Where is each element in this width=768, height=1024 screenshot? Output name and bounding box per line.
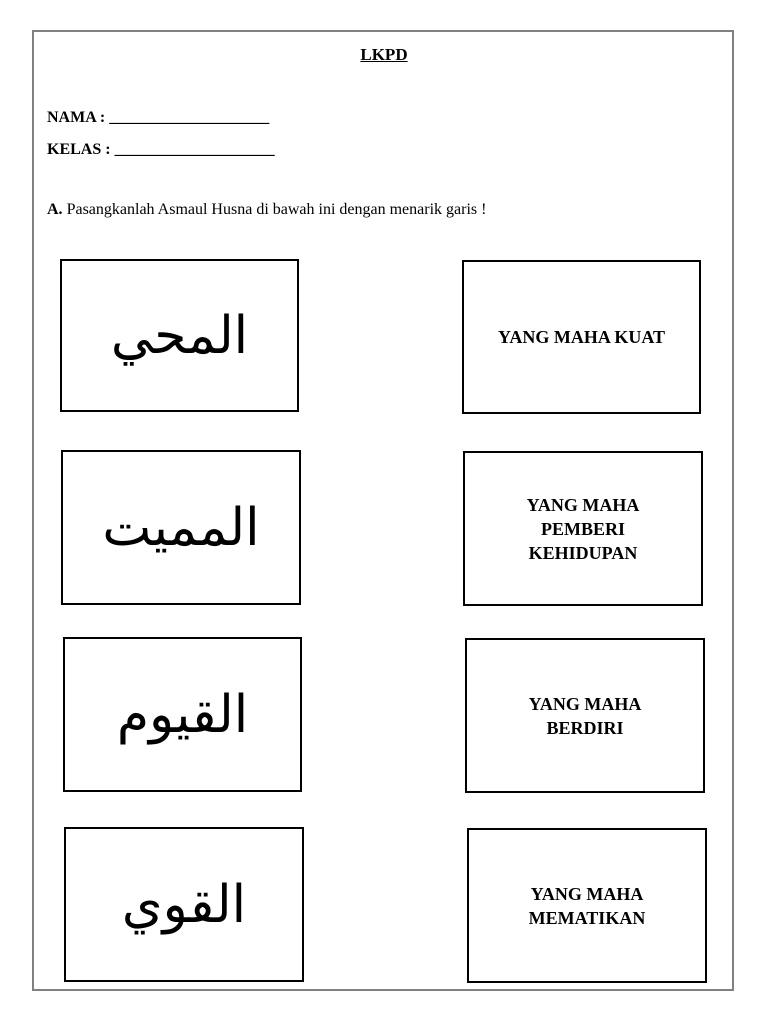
- meaning-card-2: [463, 451, 703, 606]
- meaning-text: YANG MAHA MEMATIKAN: [528, 883, 646, 928]
- arabic-text: القوي: [121, 874, 247, 935]
- arabic-card-1: [60, 259, 299, 412]
- meaning-text: YANG MAHA PEMBERI KEHIDUPAN: [526, 494, 640, 563]
- arabic-card-4: [64, 827, 304, 982]
- arabic-text: القيوم: [116, 684, 249, 745]
- meaning-text: YANG MAHA KUAT: [497, 327, 665, 347]
- name-field: [47, 109, 269, 127]
- arabic-text: المميت: [102, 497, 260, 558]
- meaning-text: YANG MAHA BERDIRI: [528, 693, 642, 738]
- class-field: [47, 141, 275, 159]
- class-blank: ____________________: [114, 141, 275, 158]
- instruction: [47, 201, 486, 219]
- meaning-card-1: [462, 260, 701, 414]
- class-label: KELAS :: [47, 141, 111, 158]
- name-label: NAMA :: [47, 109, 106, 126]
- meaning-card-3: [465, 638, 705, 793]
- arabic-card-3: [63, 637, 302, 792]
- instruction-text: Pasangkanlah Asmaul Husna di bawah ini dengan menarik garis !: [62, 201, 487, 218]
- name-blank: ____________________: [109, 109, 270, 126]
- arabic-card-2: [61, 450, 301, 605]
- meaning-card-4: [467, 828, 707, 983]
- instruction-marker: A.: [47, 201, 63, 218]
- arabic-text: المحي: [110, 305, 249, 366]
- page-title: LKPD: [360, 45, 408, 64]
